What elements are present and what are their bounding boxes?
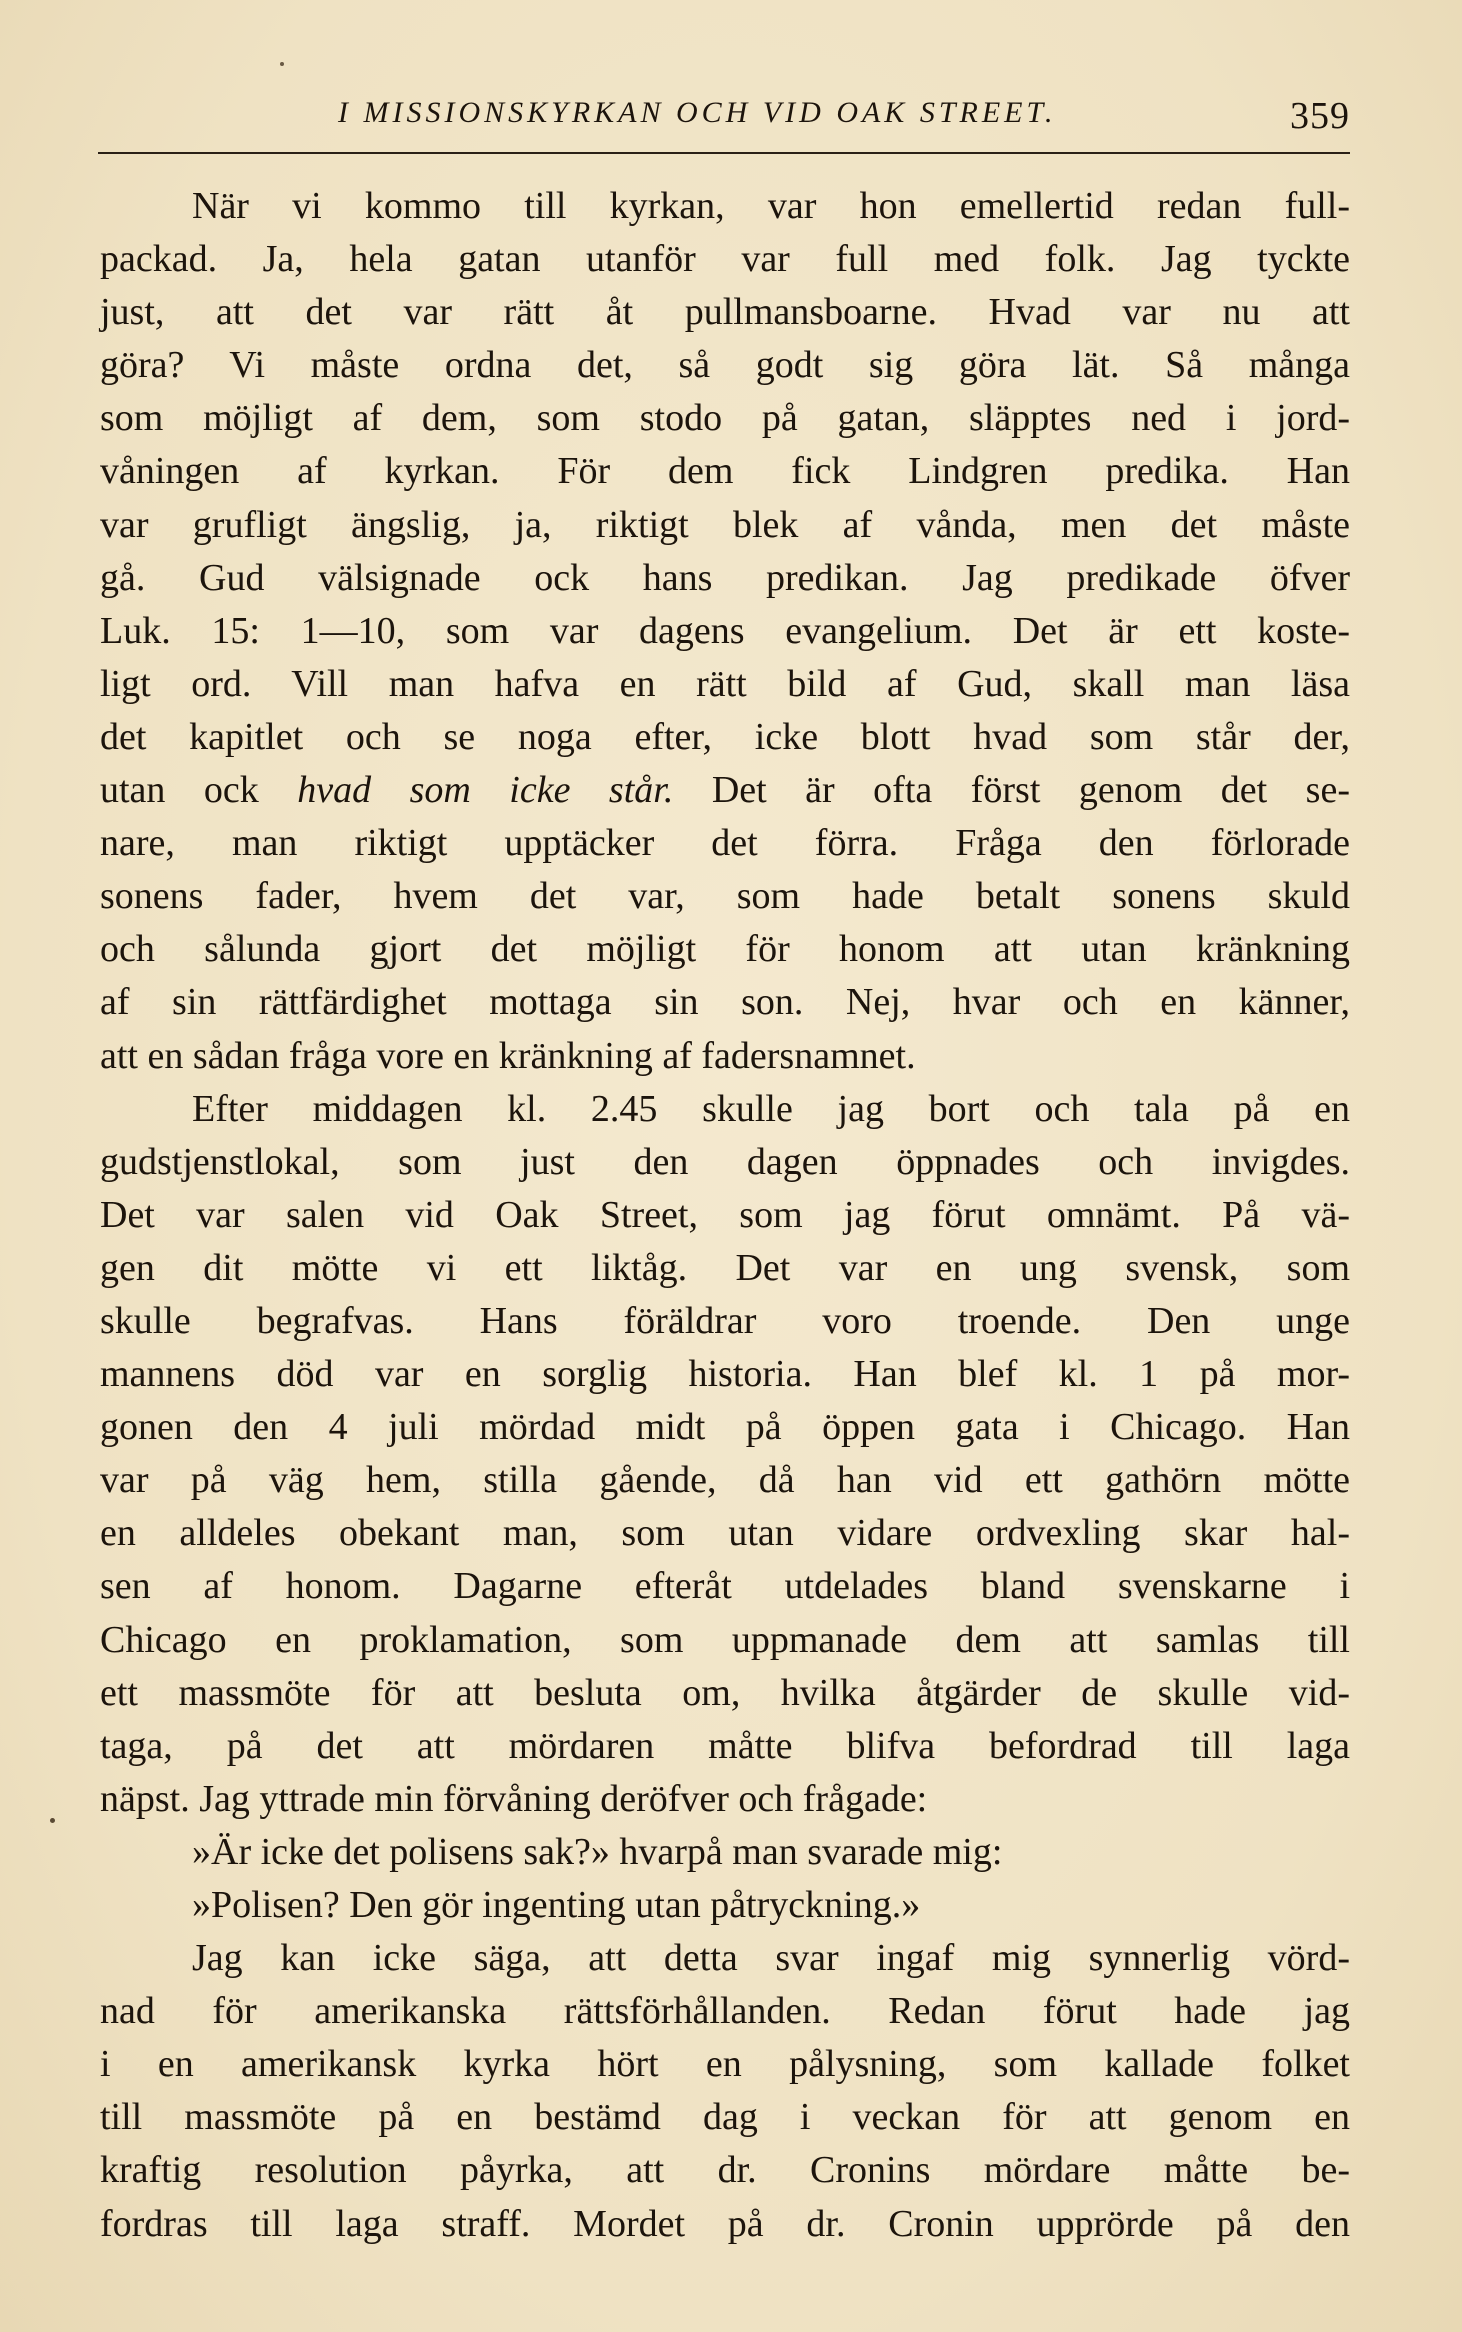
text-line: Luk. 15: 1—10, som var dagens evangelium. Det är ett koste- (100, 609, 1350, 652)
text-line: gå. Gud välsignade ock hans predikan. Jag predikade öfver (100, 556, 1350, 599)
printing-speck (280, 62, 284, 66)
text-line-with-italic (100, 764, 1350, 817)
text-line: ligt ord. Vill man hafva en rätt bild af Gud, skall man läsa (100, 662, 1350, 705)
line-12-after: Det är ofta först genom det se- (673, 769, 1350, 812)
text-line: det kapitlet och se noga efter, icke blott hvad som står der, (100, 715, 1350, 758)
text-line: packad. Ja, hela gatan utanför var full med folk. Jag tyckte (100, 238, 1350, 281)
text-line: till massmöte på en bestämd dag i veckan för att genom en (100, 2096, 1350, 2139)
text-line: en alldeles obekant man, som utan vidare ordvexling skar hal- (100, 1512, 1350, 1555)
text-line: och sålunda gjort det möjligt för honom att utan kränkning (100, 928, 1350, 971)
text-line: nad för amerikanska rättsförhållanden. Redan förut hade jag (100, 1990, 1350, 2033)
text-line: var på väg hem, stilla gående, då han vid ett gathörn mötte (100, 1459, 1350, 1502)
italic-phrase: hvad som icke står. (297, 769, 674, 812)
text-line: Chicago en proklamation, som uppmanade dem att samlas till (100, 1618, 1350, 1661)
text-line: ett massmöte för att besluta om, hvilka åtgärder de skulle vid- (100, 1671, 1350, 1714)
text-line: taga, på det att mördaren måtte blifva befordrad till laga (100, 1724, 1350, 1767)
text-line: mannens död var en sorglig historia. Han blef kl. 1 på mor- (100, 1353, 1350, 1396)
text-line: var grufligt ängslig, ja, riktigt blek af vånda, men det måste (100, 503, 1350, 546)
text-line: i en amerikansk kyrka hört en pålysning, som kallade folket (100, 2043, 1350, 2086)
text-line: gonen den 4 juli mördad midt på öppen gata i Chicago. Han (100, 1406, 1350, 1449)
margin-speck (50, 1818, 55, 1823)
text-line: våningen af kyrkan. För dem fick Lindgren predika. Han (100, 450, 1350, 493)
page-header (98, 88, 1350, 150)
line-12-before: utan ock (100, 769, 298, 812)
text-line: fordras till laga straff. Mordet på dr. Cronin upprörde på den (100, 2202, 1350, 2245)
text-line: som möjligt af dem, som stodo på gatan, släpptes ned i jord- (100, 397, 1350, 440)
text-line: skulle begrafvas. Hans föräldrar voro troende. Den unge (100, 1299, 1350, 1342)
text-line: »Polisen? Den gör ingenting utan påtryckning.» (192, 1884, 921, 1926)
body-text (100, 180, 1350, 2251)
text-line: »Är icke det polisens sak?» hvarpå man svarade mig: (192, 1830, 1003, 1873)
text-line: af sin rättfärdighet mottaga sin son. Nej, hvar och en känner, (100, 981, 1350, 1024)
text-line: Jag kan icke säga, att detta svar ingaf mig synnerlig vörd- (192, 1937, 1350, 1980)
text-line: sen af honom. Dagarne efteråt utdelades bland svenskarne i (100, 1565, 1350, 1608)
text-line: sonens fader, hvem det var, som hade betalt sonens skuld (100, 875, 1350, 918)
text-line: just, att det var rätt åt pullmansboarne. Hvad var nu att (100, 291, 1350, 334)
text-line: att en sådan fråga vore en kränkning af fadersnamnet. (100, 1034, 916, 1077)
text-line: Efter middagen kl. 2.45 skulle jag bort och tala på en (192, 1087, 1350, 1130)
text-line: När vi kommo till kyrkan, var hon emellertid redan full- (192, 185, 1350, 227)
running-title: I MISSIONSKYRKAN OCH VID OAK STREET. (338, 96, 1057, 129)
page-number: 359 (1290, 95, 1350, 137)
text-line: gudstjenstlokal, som just den dagen öppnades och invigdes. (100, 1140, 1350, 1183)
text-line: nare, man riktigt upptäcker det förra. Fråga den förlorade (100, 822, 1350, 865)
text-line: göra? Vi måste ordna det, så godt sig göra lät. Så många (100, 344, 1350, 387)
text-line: kraftig resolution påyrka, att dr. Cronins mördare måtte be- (100, 2149, 1350, 2192)
text-line: näpst. Jag yttrade min förvåning deröfver och frågade: (100, 1777, 928, 1820)
text-line: gen dit mötte vi ett liktåg. Det var en ung svensk, som (100, 1246, 1350, 1289)
header-rule (98, 152, 1350, 154)
text-line: Det var salen vid Oak Street, som jag förut omnämt. På vä- (100, 1193, 1350, 1236)
